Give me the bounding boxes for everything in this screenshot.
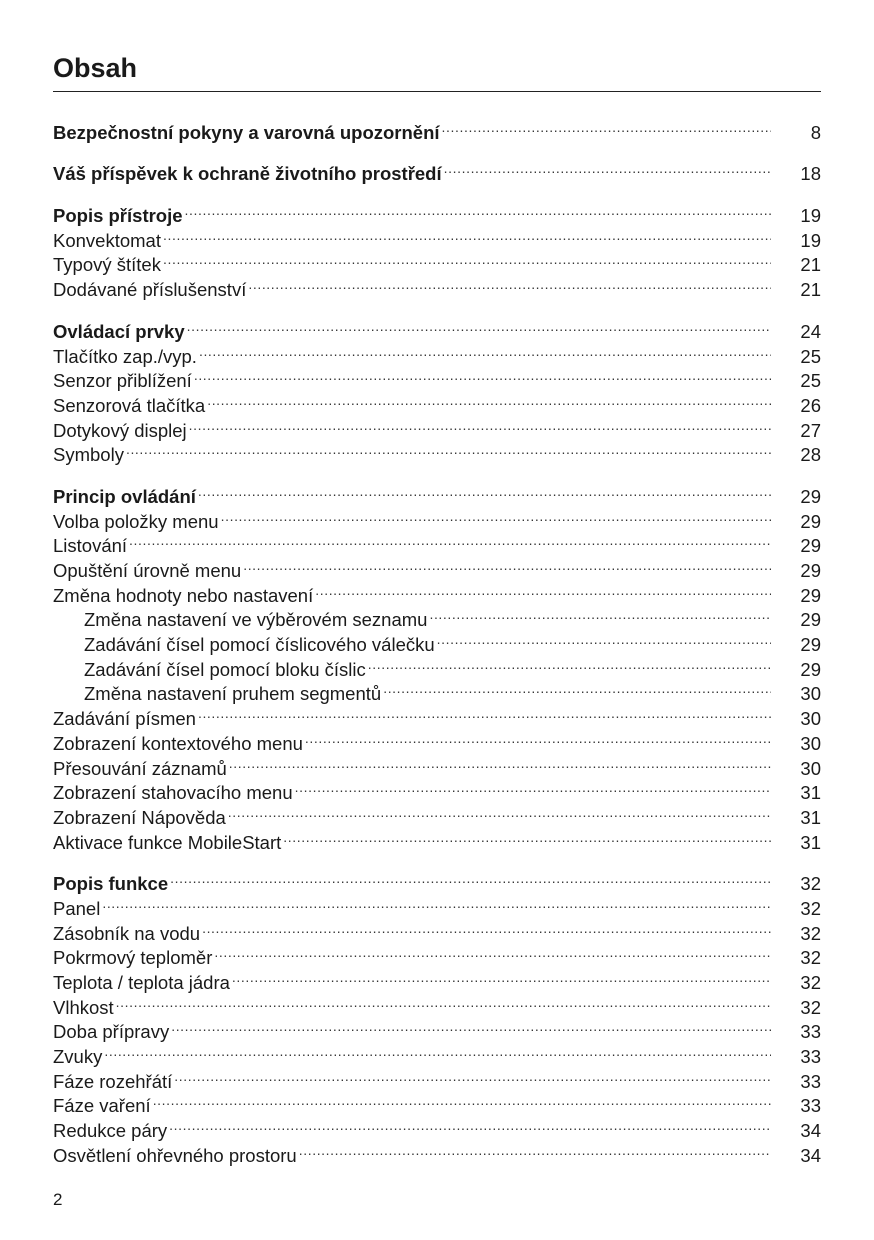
toc-page-number: 33 (800, 1046, 821, 1068)
toc-entry-title: Doba přípravy (53, 1021, 170, 1043)
toc-entry-title: Tlačítko zap./vyp. (53, 345, 197, 367)
toc-heading-row[interactable] (53, 478, 821, 507)
dot-leader (444, 156, 771, 181)
toc-entry-title: Symboly (53, 444, 124, 466)
dot-leader (228, 799, 771, 824)
toc-page-number: 29 (800, 634, 821, 656)
toc-section (53, 478, 821, 853)
toc-heading-row[interactable] (53, 313, 821, 342)
toc-page-number: 19 (800, 205, 821, 227)
dot-leader (187, 313, 771, 338)
toc-entry-title: Opuštění úrovně menu (53, 560, 242, 581)
dot-leader (221, 503, 771, 528)
toc-entry-row[interactable] (53, 1038, 821, 1068)
toc-entry-title: Listování (53, 535, 128, 557)
toc-entry-row[interactable] (53, 1063, 821, 1092)
toc-entry-row[interactable] (53, 915, 821, 944)
dot-leader (248, 271, 771, 296)
toc-page-number: 31 (800, 806, 821, 828)
toc-page-number: 8 (810, 121, 821, 143)
dot-leader (442, 114, 771, 139)
toc-page-number: 30 (800, 732, 821, 754)
toc-entry-row[interactable] (53, 222, 821, 251)
toc-heading-row[interactable] (53, 866, 821, 895)
toc-page-number: 29 (800, 485, 821, 507)
toc-section (53, 114, 821, 143)
toc-entry-title: Zobrazení stahovacího menu (53, 782, 293, 804)
toc-page-number: 32 (800, 897, 821, 919)
toc-entry-row[interactable] (53, 552, 821, 581)
toc-entry-title: Panel (53, 897, 101, 919)
toc-entry-title: Fáze vaření (53, 1095, 151, 1117)
toc-page-number: 27 (800, 419, 821, 441)
toc-page-number: 24 (800, 320, 821, 342)
dot-leader (199, 338, 771, 363)
page-number: 2 (53, 1190, 63, 1209)
toc-entry-title: Přesouvání záznamů (53, 757, 227, 779)
toc-entry-title: Změna nastavení ve výběrovém seznamu (84, 609, 428, 631)
toc-page-number: 21 (800, 279, 821, 301)
dot-leader (437, 626, 771, 651)
toc-entry-row[interactable] (53, 1112, 821, 1142)
toc-page-number: 26 (800, 394, 821, 416)
toc-entry-title: Zadávání písmen (53, 708, 196, 730)
dot-leader (229, 750, 771, 775)
toc-page-number: 29 (800, 658, 821, 680)
dot-leader (126, 437, 771, 462)
dot-leader (102, 890, 771, 915)
toc-entry-title: Zásobník na vodu (53, 922, 201, 944)
toc-page-number: 32 (800, 947, 821, 969)
toc-entry-title: Senzor přiblížení (53, 370, 192, 392)
toc-page-number: 33 (800, 1021, 821, 1043)
dot-leader (202, 915, 771, 940)
dot-leader (299, 1137, 771, 1162)
dot-leader (171, 1014, 771, 1039)
toc-heading-row[interactable] (53, 197, 821, 227)
toc-page-number: 29 (800, 560, 821, 581)
toc-entry-title: Popis přístroje (53, 205, 183, 227)
dot-leader (429, 602, 771, 627)
toc-entry-row[interactable] (53, 890, 821, 919)
toc-page-number: 33 (800, 1095, 821, 1117)
toc-heading-row[interactable] (53, 156, 821, 185)
dot-leader (169, 1112, 771, 1137)
toc-entry-row[interactable] (53, 1088, 821, 1117)
toc-section (53, 866, 821, 1166)
toc-page-number: 25 (800, 345, 821, 367)
toc-entry-title: Dodávané příslušenství (53, 279, 247, 301)
toc-entry-row[interactable] (53, 528, 821, 557)
toc-page-number: 21 (800, 254, 821, 276)
toc-entry-title: Osvětlení ohřevného prostoru (53, 1144, 297, 1166)
toc-entry-title: Změna hodnoty nebo nastavení (53, 584, 314, 606)
toc-page-number: 29 (800, 584, 821, 606)
toc-page-number: 25 (800, 370, 821, 392)
toc-entry-title: Bezpečnostní pokyny a varovná upozornění (53, 121, 440, 143)
dot-leader (214, 940, 771, 965)
toc-section (53, 156, 821, 185)
toc-section (53, 197, 821, 301)
toc-entry-title: Pokrmový teploměr (53, 947, 213, 969)
toc-entry-row[interactable] (53, 271, 821, 301)
toc-entry-row[interactable] (53, 989, 821, 1018)
toc-page-number: 32 (800, 996, 821, 1018)
dot-leader (174, 1063, 771, 1088)
toc-entry-title: Redukce páry (53, 1120, 168, 1142)
toc-entry-title: Změna nastavení pruhem segmentů (84, 683, 382, 705)
toc-page-number: 32 (800, 873, 821, 895)
toc-entry-row[interactable] (53, 437, 821, 466)
toc-entry-title: Popis funkce (53, 873, 169, 895)
toc-entry-row[interactable] (53, 247, 821, 276)
toc-entry-title: Vlhkost (53, 996, 114, 1018)
page-title: Obsah (53, 53, 138, 83)
toc-page-number: 34 (800, 1144, 821, 1166)
dot-leader (185, 197, 771, 222)
dot-leader (104, 1038, 771, 1063)
toc-entry-title: Senzorová tlačítka (53, 394, 206, 416)
toc-page-number: 30 (800, 708, 821, 730)
dot-leader (189, 412, 771, 437)
dot-leader (207, 387, 771, 412)
toc-page-number: 33 (800, 1070, 821, 1092)
dot-leader (170, 866, 771, 891)
dot-leader (129, 528, 771, 553)
dot-leader (295, 775, 771, 800)
dot-leader (163, 222, 771, 247)
toc-page-number: 19 (800, 229, 821, 251)
toc-entry-title: Váš příspěvek k ochraně životního prostředí (53, 163, 442, 185)
dot-leader (163, 247, 771, 272)
title-divider (53, 91, 821, 92)
toc-page-number: 32 (800, 922, 821, 944)
toc-entry-title: Aktivace funkce MobileStart (53, 831, 282, 853)
toc-section (53, 313, 821, 466)
toc-page-number: 29 (800, 535, 821, 557)
toc-entry-title: Teplota / teplota jádra (53, 972, 230, 993)
toc-page-number: 29 (800, 510, 821, 532)
dot-leader (243, 552, 771, 577)
toc-page-number: 30 (800, 757, 821, 779)
toc-entry-title: Princip ovládání (53, 485, 196, 507)
toc-entry-title: Zobrazení kontextového menu (53, 732, 303, 754)
toc-entry-title: Typový štítek (53, 254, 161, 276)
toc-entry-row[interactable] (53, 1137, 821, 1166)
table-of-contents (53, 114, 821, 1179)
toc-entry-row[interactable] (53, 1014, 821, 1043)
toc-page-number: 34 (800, 1120, 821, 1142)
toc-page-number: 32 (800, 972, 821, 993)
toc-entry-title: Konvektomat (53, 229, 161, 251)
dot-leader (194, 363, 771, 388)
toc-entry-title: Dotykový displej (53, 419, 187, 441)
toc-entry-title: Fáze rozehřátí (53, 1070, 173, 1092)
dot-leader (368, 651, 771, 676)
toc-entry-title: Zvuky (53, 1046, 103, 1068)
toc-heading-row[interactable] (53, 114, 821, 143)
toc-page-number: 29 (800, 609, 821, 631)
dot-leader (232, 964, 771, 989)
dot-leader (283, 824, 771, 849)
dot-leader (198, 700, 771, 725)
toc-page-number: 30 (800, 683, 821, 705)
toc-entry-title: Ovládací prvky (53, 320, 185, 342)
dot-leader (153, 1088, 771, 1113)
toc-page-number: 31 (800, 782, 821, 804)
dot-leader (383, 676, 771, 701)
toc-page-number: 28 (800, 444, 821, 466)
dot-leader (198, 478, 771, 503)
dot-leader (116, 989, 771, 1014)
toc-page-number: 18 (800, 163, 821, 185)
dot-leader (315, 577, 771, 602)
toc-page-number: 31 (800, 831, 821, 853)
toc-entry-title: Zadávání čísel pomocí bloku číslic (84, 658, 366, 680)
dot-leader (305, 725, 771, 750)
toc-entry-title: Volba položky menu (53, 510, 219, 532)
toc-entry-title: Zadávání čísel pomocí číslicového válečku (84, 634, 435, 656)
toc-entry-title: Zobrazení Nápověda (53, 806, 226, 828)
